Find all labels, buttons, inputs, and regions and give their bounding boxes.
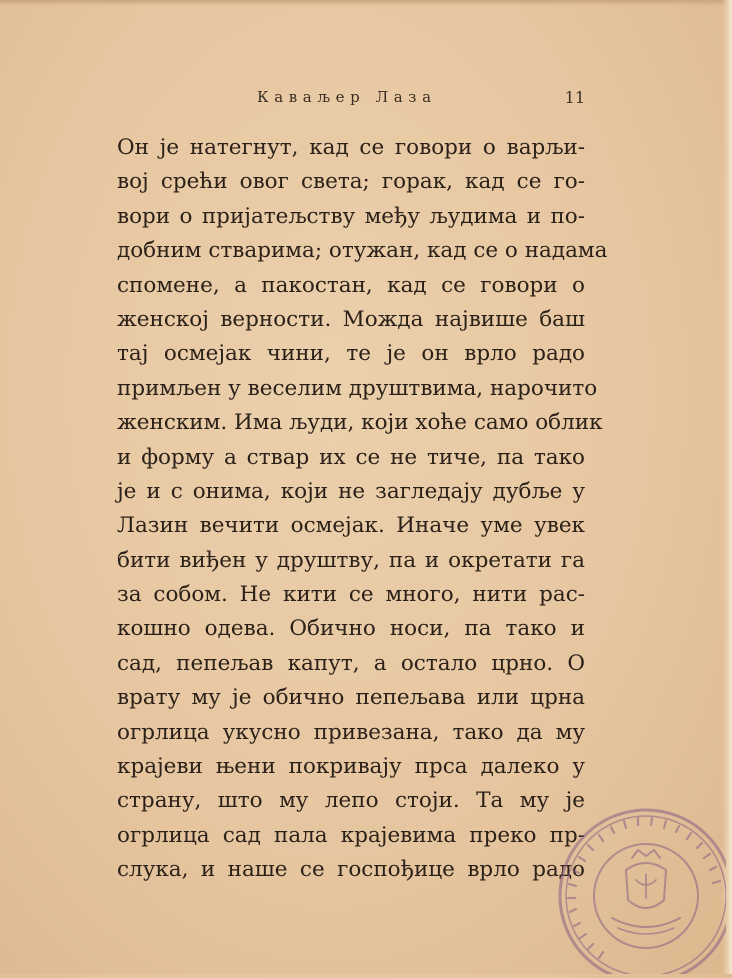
text-line: сад, пепељав капут, а остало црно. О — [117, 650, 585, 676]
body-text — [117, 131, 608, 888]
text-line: и форму а ствар их се не тиче, па тако — [117, 444, 585, 470]
running-title: Каваљер Лаза — [257, 88, 437, 106]
text-line: је и с онима, који не загледају дубље у — [117, 478, 585, 504]
text-line: спомене, а пакостан, кад се говори о — [117, 272, 585, 298]
text-line: слука, и наше се госпођице врло радо — [117, 857, 585, 883]
text-line: крајеви њени покривају прса далеко у — [117, 754, 585, 780]
library-stamp-icon — [548, 800, 726, 974]
text-line: огрлица сад пала крајевима преко пр- — [117, 822, 585, 848]
text-line: вори о пријатељству међу људима и по- — [117, 203, 585, 229]
text-line: женској верности. Можда највише баш — [117, 306, 585, 332]
text-line: врату му је обично пепељава или црна — [117, 685, 585, 711]
text-line: кошно одева. Обично носи, па тако и — [117, 616, 585, 642]
text-line: страну, што му лепо стоји. Та му је — [117, 788, 585, 814]
running-header — [117, 88, 585, 112]
text-line: вој срећи овог света; горак, кад се го- — [117, 169, 585, 195]
text-line: примљен у веселим друштвима, нарочито — [117, 375, 598, 401]
text-line: добним стварима; отужан, кад се о надама — [117, 238, 608, 264]
text-line: тај осмејак чини, те је он врло радо — [117, 341, 585, 367]
page-top-edge — [0, 0, 732, 6]
text-line: бити виђен у друштву, па и окретати га — [117, 547, 585, 573]
text-line: Лазин вечити осмејак. Иначе уме увек — [117, 513, 585, 539]
text-line: женским. Има људи, који хоће само облик — [117, 410, 603, 436]
page-number: 11 — [564, 88, 585, 107]
text-line: огрлица укусно привезана, тако да му — [117, 719, 585, 745]
text-line: Он је натегнут, кад се говори о варљи- — [117, 135, 585, 160]
text-line: за собом. Не кити се много, нити рас- — [117, 582, 585, 608]
